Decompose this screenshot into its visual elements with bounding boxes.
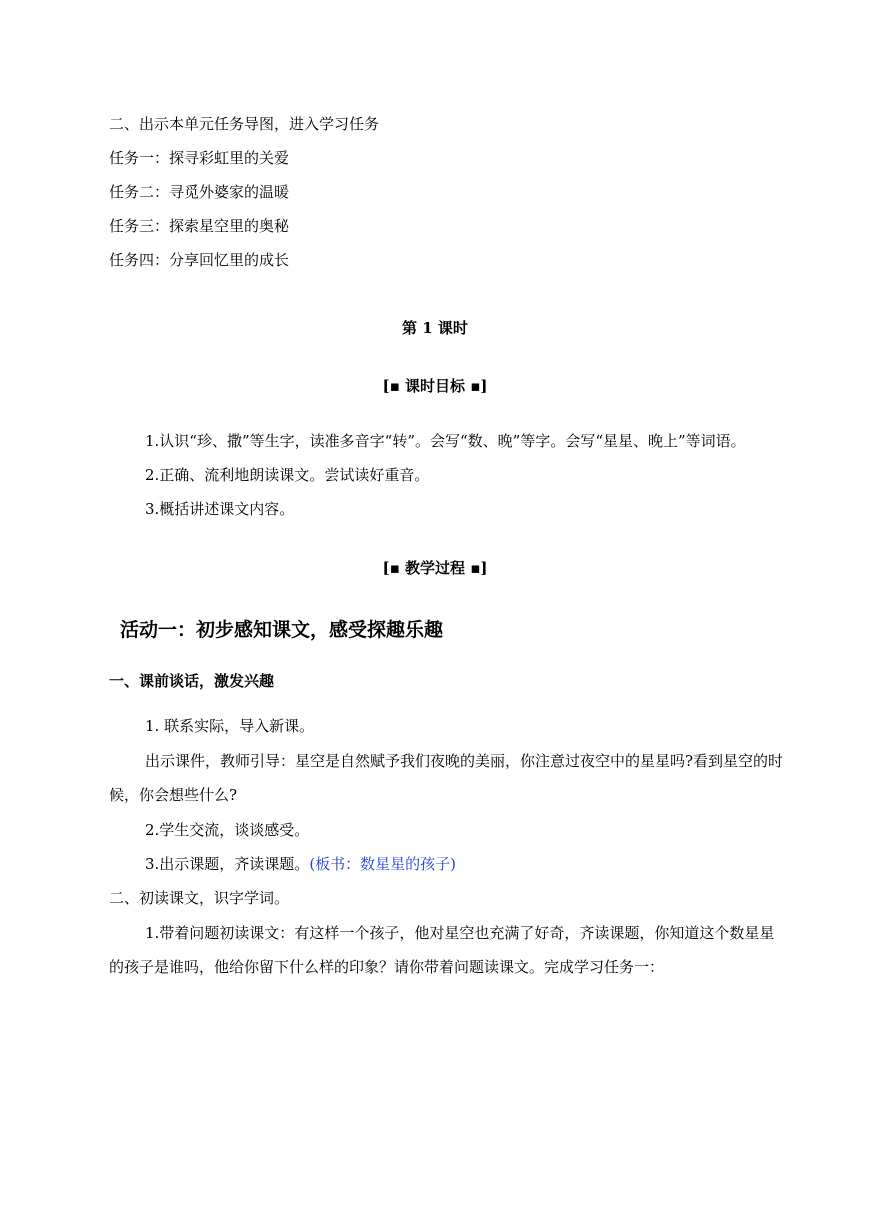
task-map-heading: 二、出示本单元任务导图，进入学习任务 <box>109 115 380 133</box>
task-item: 任务四：分享回忆里的成长 <box>109 251 290 269</box>
goal-item: 1.认识“珍、撒”等生字，读准多音字“转”。会写“数、晚”等字。会写“星星、晚上”等词语。 <box>145 432 746 450</box>
paragraph-line: 候，你会想些什么? <box>109 786 238 804</box>
step-item <box>145 854 456 874</box>
section-heading: 二、初读课文，识字学词。 <box>109 889 290 907</box>
paragraph-line: 的孩子是谁吗，他给你留下什么样的印象？请你带着问题读课文。完成学习任务一： <box>109 958 665 976</box>
step-item: 2.学生交流，谈谈感受。 <box>145 821 310 839</box>
goal-item: 3.概括讲述课文内容。 <box>145 500 295 518</box>
board-note: (板书：数星星的孩子) <box>309 855 457 873</box>
lesson-title: 第 1 课时 <box>402 319 468 337</box>
goals-heading: [▪ 课时目标 ▪] <box>382 377 488 395</box>
section-heading: 一、课前谈话，激发兴趣 <box>109 672 275 690</box>
task-item: 任务二：寻觅外婆家的温暖 <box>109 183 290 201</box>
task-item: 任务三：探索星空里的奥秘 <box>109 217 290 235</box>
step-item: 1. 联系实际，导入新课。 <box>145 717 315 735</box>
goal-item: 2.正确、流利地朗读课文。尝试读好重音。 <box>145 466 430 484</box>
step-text: 3.出示课题，齐读课题。 <box>145 855 310 873</box>
task-item: 任务一：探寻彩虹里的关爱 <box>109 149 290 167</box>
paragraph-line: 出示课件，教师引导：星空是自然赋予我们夜晚的美丽，你注意过夜空中的星星吗?看到星空的时 <box>145 752 784 770</box>
paragraph-line: 1.带着问题初读课文：有这样一个孩子，他对星空也充满了好奇，齐读课题，你知道这个数星星 <box>145 924 775 942</box>
activity-title: 活动一：初步感知课文，感受探趣乐趣 <box>120 619 444 641</box>
process-heading: [▪ 教学过程 ▪] <box>382 559 488 577</box>
